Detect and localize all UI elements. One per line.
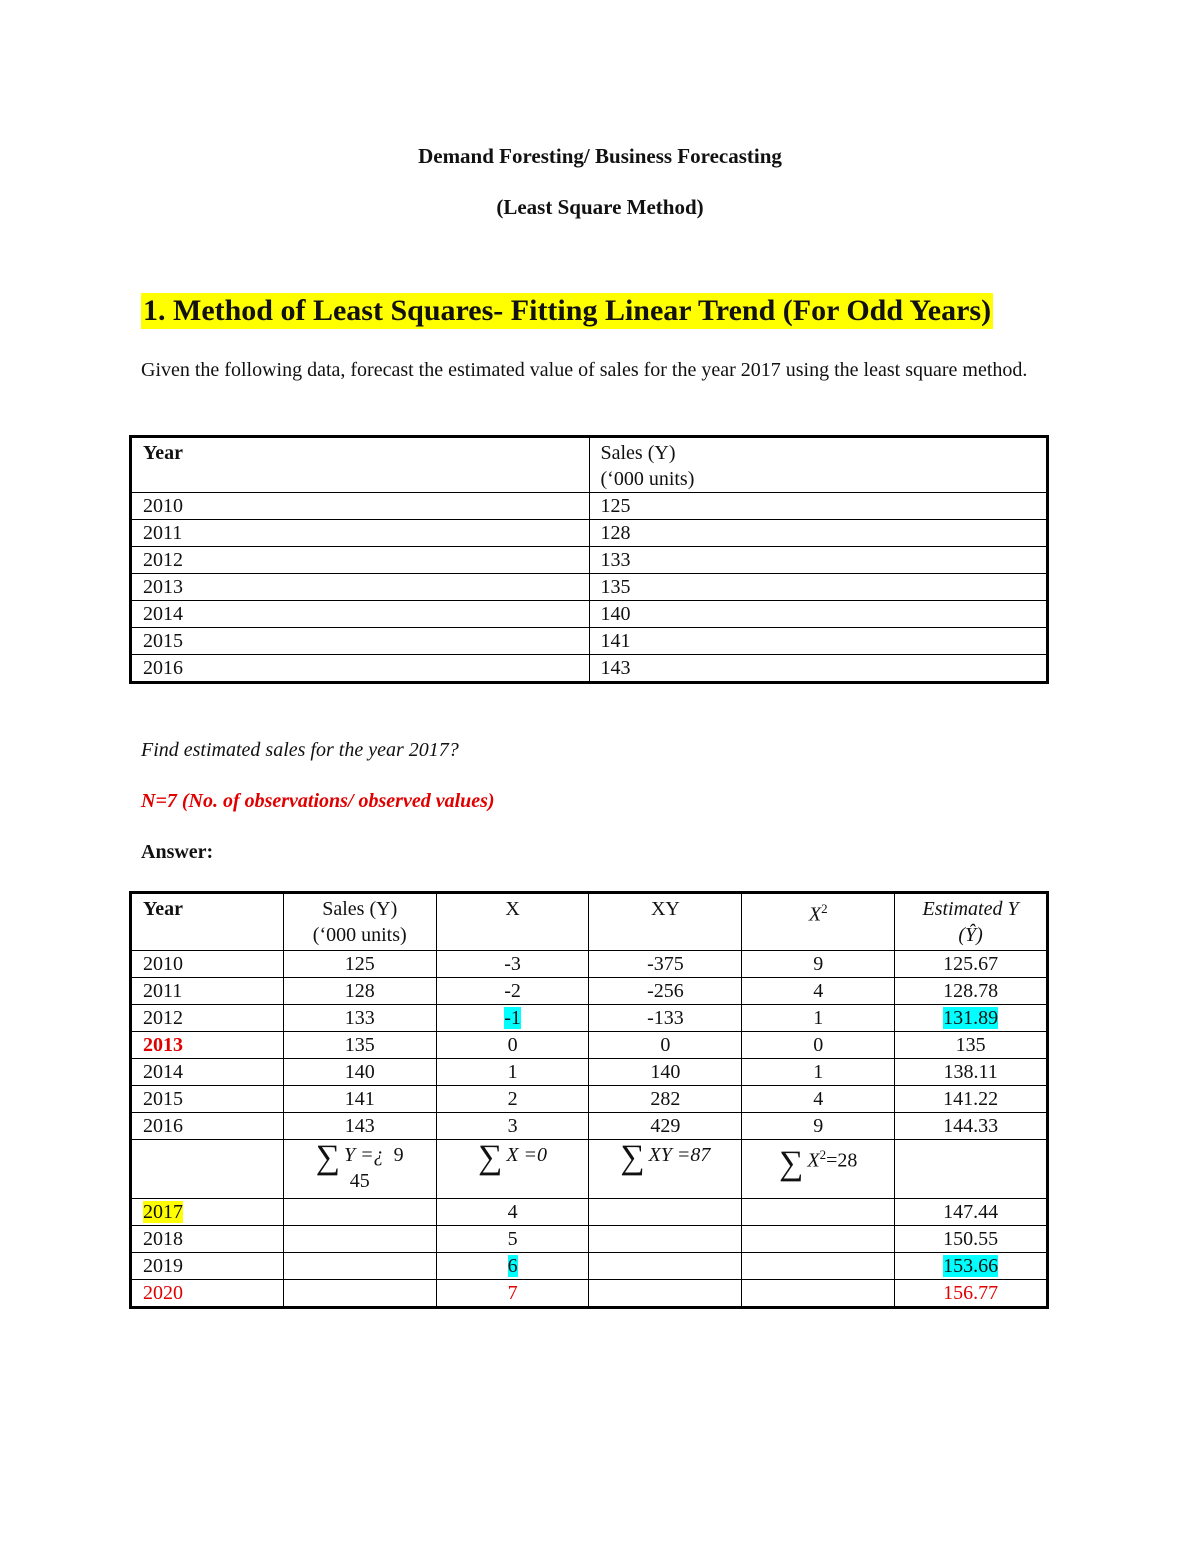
cell-x: -2 [436,978,589,1005]
cell-x: 3 [436,1113,589,1140]
sum-x2-exp: 2 [819,1147,827,1162]
cell-empty [131,1140,284,1199]
header-sales-line2: (‘000 units) [600,468,695,490]
header-year: Year [131,437,590,493]
cell-year: 2011 [131,978,284,1005]
cell-year: 2014 [131,601,590,628]
header-est-line1: Estimated Y [922,898,1019,920]
cell-x: 2 [436,1086,589,1113]
cell-empty [589,1199,742,1226]
table-row [131,547,1048,574]
cell-empty [742,1199,895,1226]
cell-year: 2016 [131,655,590,683]
header-sales [283,893,436,951]
cell-year: 2013 [131,1032,284,1059]
cell-x2: 9 [742,1113,895,1140]
cell-sales: 141 [283,1086,436,1113]
cell-est: 135 [895,1032,1048,1059]
cell-est: 138.11 [895,1059,1048,1086]
cell-year: 2019 [131,1253,284,1280]
table-row [131,493,1048,520]
table-row [131,1113,1048,1140]
cell-empty [742,1280,895,1308]
cell-x2: 9 [742,951,895,978]
cell-x: 4 [436,1199,589,1226]
cell-empty [283,1280,436,1308]
table-header-row [131,437,1048,493]
sigma-icon: ∑ [779,1144,804,1182]
cell-sales: 133 [283,1005,436,1032]
header-sales-line2: (‘000 units) [312,924,407,946]
cell-sales: 141 [589,628,1048,655]
cell-est: 128.78 [895,978,1048,1005]
header-sales-line1: Sales (Y) [600,442,676,464]
header-year: Year [131,893,284,951]
cell-xy: 0 [589,1032,742,1059]
cell-empty [589,1280,742,1308]
sum-x2-tail: =28 [826,1149,858,1172]
cell-xy: -133 [589,1005,742,1032]
cell-year: 2015 [131,1086,284,1113]
table-row [131,1086,1048,1113]
cell-year: 2020 [131,1280,284,1308]
cell-year: 2016 [131,1113,284,1140]
cell-sales: 133 [589,547,1048,574]
table-row [131,1059,1048,1086]
table-row [131,520,1048,547]
cell-xy: 282 [589,1086,742,1113]
least-squares-table [129,891,1049,1309]
header-est-line2: (Ŷ) [958,924,983,946]
cell-x: -3 [436,951,589,978]
cell-empty [283,1199,436,1226]
cell-xy: 429 [589,1113,742,1140]
header-x-squared [742,893,895,951]
cell-year: 2012 [131,547,590,574]
cell-x2: 0 [742,1032,895,1059]
cell-sales: 128 [283,978,436,1005]
forecast-row [131,1280,1048,1308]
table-row [131,655,1048,683]
cell-x-highlight: -1 [504,1007,521,1029]
sum-x [436,1140,589,1199]
forecast-row [131,1253,1048,1280]
intro-paragraph: Given the following data, forecast the estimated value of sales for the year 2017 using the least square method. [141,359,1028,381]
cell-x-highlight: 6 [507,1255,518,1277]
answer-label: Answer: [141,841,214,863]
cell-x: 5 [436,1226,589,1253]
header-x2-exp: 2 [821,901,828,916]
sums-row [131,1140,1048,1199]
cell-year: 2010 [131,951,284,978]
table-row [131,1005,1048,1032]
sum-xy [589,1140,742,1199]
cell-empty [742,1226,895,1253]
cell-year: 2010 [131,493,590,520]
cell-year-highlight: 2017 [143,1201,183,1223]
sum-x2-base: X [807,1149,820,1172]
cell-sales: 140 [283,1059,436,1086]
sum-y-expr: Y =¿ [344,1144,384,1166]
sum-x2 [742,1140,895,1199]
sigma-icon: ∑ [315,1139,341,1176]
table-row [131,978,1048,1005]
sum-x-expr: X =0 [506,1144,548,1166]
cell-sales: 135 [283,1032,436,1059]
cell-est: 141.22 [895,1086,1048,1113]
cell-sales: 143 [589,655,1048,683]
table-header-row [131,893,1048,951]
document-subtitle: (Least Square Method) [496,195,704,219]
cell-year [131,1199,284,1226]
sum-y [283,1140,436,1199]
cell-est-highlight: 153.66 [943,1255,999,1277]
cell-est: 125.67 [895,951,1048,978]
cell-year: 2014 [131,1059,284,1086]
cell-sales: 128 [589,520,1048,547]
sum-y-tail: 9 [393,1144,404,1166]
section-heading: 1. Method of Least Squares- Fitting Linear Trend (For Odd Years) [143,294,992,327]
cell-year: 2015 [131,628,590,655]
cell-empty [283,1226,436,1253]
cell-empty [895,1140,1048,1199]
sales-data-table [129,435,1049,684]
table-row [131,628,1048,655]
cell-x [436,1005,589,1032]
cell-x2: 4 [742,978,895,1005]
forecast-row [131,1199,1048,1226]
cell-xy: 140 [589,1059,742,1086]
cell-empty [742,1253,895,1280]
header-sales [589,437,1048,493]
cell-sales: 143 [283,1113,436,1140]
sigma-icon: ∑ [620,1139,645,1176]
cell-est: 156.77 [895,1280,1048,1308]
header-x: X [436,893,589,951]
cell-est: 150.55 [895,1226,1048,1253]
table-row [131,601,1048,628]
sum-xy-expr: XY =87 [648,1144,711,1166]
cell-empty [589,1253,742,1280]
cell-x2: 1 [742,1005,895,1032]
header-x2-base: X [808,903,822,926]
sum-y-line2: 45 [349,1170,370,1192]
cell-est-highlight: 131.89 [943,1007,999,1029]
cell-year: 2013 [131,574,590,601]
cell-sales: 135 [589,574,1048,601]
cell-sales: 140 [589,601,1048,628]
cell-xy: -256 [589,978,742,1005]
cell-empty [283,1253,436,1280]
cell-x [436,1253,589,1280]
cell-x2: 1 [742,1059,895,1086]
cell-est: 147.44 [895,1199,1048,1226]
cell-year: 2012 [131,1005,284,1032]
forecast-row [131,1226,1048,1253]
cell-x: 0 [436,1032,589,1059]
table-row [131,951,1048,978]
cell-sales: 125 [283,951,436,978]
sigma-icon: ∑ [478,1139,503,1176]
cell-est [895,1253,1048,1280]
observations-note: N=7 (No. of observations/ observed values) [141,790,495,812]
cell-xy: -375 [589,951,742,978]
cell-est [895,1005,1048,1032]
document-title: Demand Foresting/ Business Forecasting [418,144,782,168]
header-estimated-y [895,893,1048,951]
header-sales-line1: Sales (Y) [322,898,398,920]
cell-year: 2018 [131,1226,284,1253]
table-row [131,574,1048,601]
cell-year: 2011 [131,520,590,547]
header-xy: XY [589,893,742,951]
cell-x: 7 [436,1280,589,1308]
cell-x2: 4 [742,1086,895,1113]
cell-est: 144.33 [895,1113,1048,1140]
cell-empty [589,1226,742,1253]
table-row [131,1032,1048,1059]
cell-sales: 125 [589,493,1048,520]
cell-x: 1 [436,1059,589,1086]
question-text: Find estimated sales for the year 2017? [141,739,459,761]
